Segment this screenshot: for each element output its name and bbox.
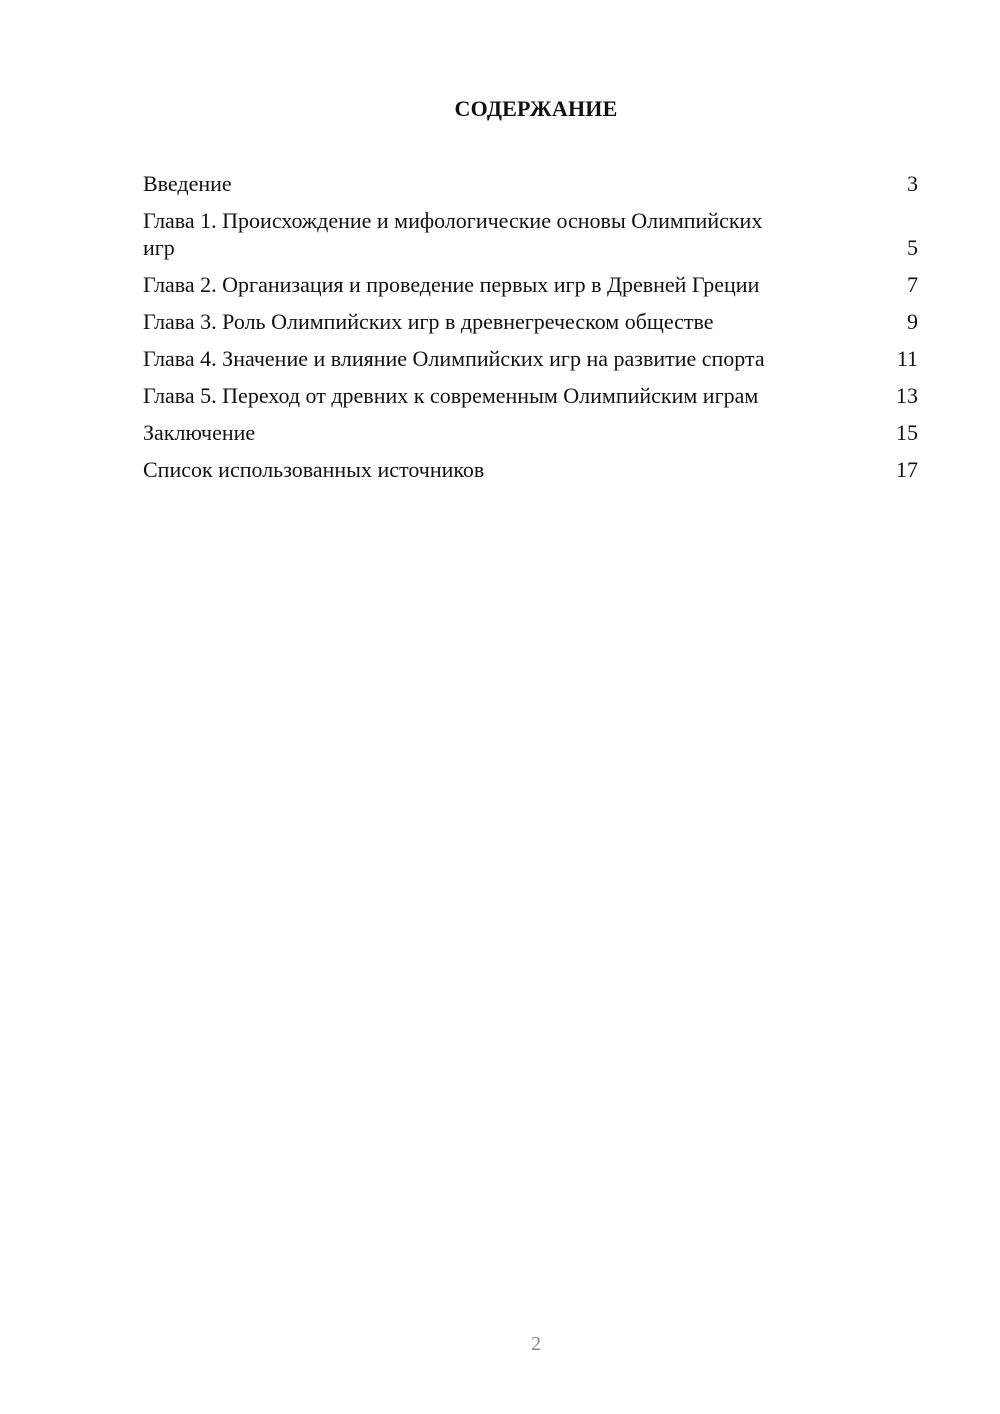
toc-entry-title: Глава 4. Значение и влияние Олимпийских игр на развитие спорта	[143, 346, 765, 371]
toc-entry-page: 17	[896, 457, 918, 482]
page-number: 2	[531, 1333, 541, 1355]
toc-entry-title: Глава 2. Организация и проведение первых игр в Древней Греции	[143, 272, 760, 297]
toc-entry-page: 7	[907, 272, 918, 297]
toc-entry-chapter-4[interactable]	[143, 345, 918, 372]
toc-entry-chapter-3[interactable]	[143, 308, 918, 335]
toc-entry-page: 5	[907, 235, 918, 260]
toc-entry-title: Список использованных источников	[143, 457, 485, 482]
toc-list	[143, 170, 918, 493]
toc-entry-chapter-2[interactable]	[143, 271, 918, 298]
toc-entry-conclusion[interactable]	[143, 419, 918, 446]
toc-heading: СОДЕРЖАНИЕ	[454, 96, 618, 121]
toc-entry-title: Заключение	[143, 420, 256, 445]
toc-entry-title: Глава 5. Переход от древних к современным Олимпийским играм	[143, 383, 759, 408]
toc-entry-title: Введение	[143, 171, 232, 196]
toc-entry-chapter-5[interactable]	[143, 382, 918, 409]
toc-entry-title: Глава 3. Роль Олимпийских игр в древнегреческом обществе	[143, 309, 714, 334]
toc-entry-title: Глава 1. Происхождение и мифологические основы Олимпийских игр	[143, 208, 763, 260]
toc-entry-introduction[interactable]	[143, 170, 918, 197]
toc-entry-page: 13	[896, 383, 918, 408]
toc-entry-page: 9	[907, 309, 918, 334]
toc-entry-chapter-1[interactable]	[143, 207, 918, 261]
toc-entry-references[interactable]	[143, 456, 918, 483]
toc-entry-page: 11	[896, 346, 918, 371]
toc-entry-page: 3	[907, 171, 918, 196]
toc-entry-page: 15	[896, 420, 918, 445]
